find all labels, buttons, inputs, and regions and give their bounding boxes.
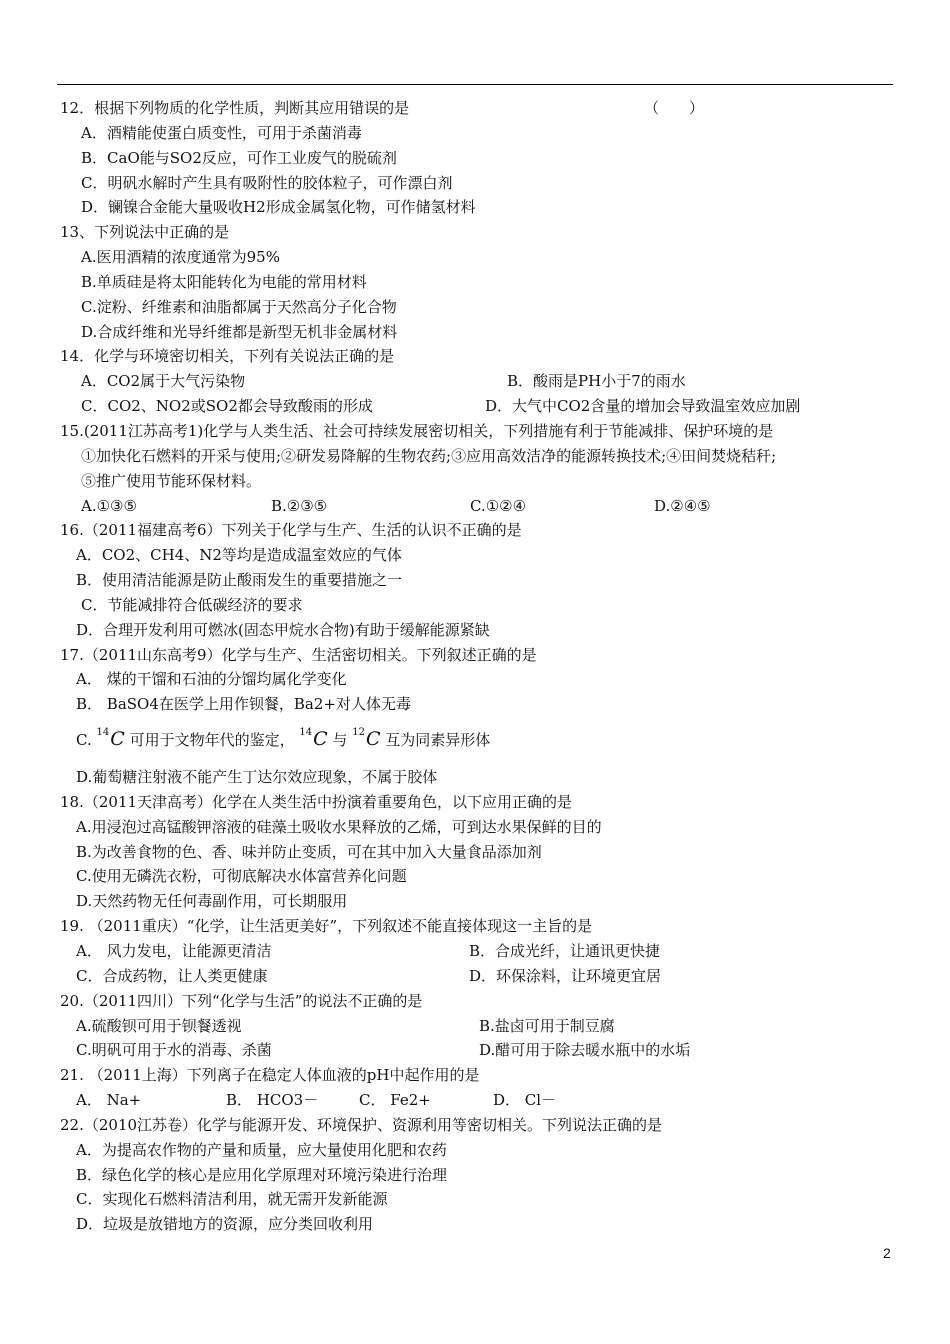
q18-option-c: C.使用无磷洗衣粉，可彻底解决水体富营养化问题 [76,867,407,886]
q18-stem: 18.（2011天津高考）化学在人类生活中扮演着重要角色，以下应用正确的是 [60,792,573,811]
q14-stem: 14．化学与环境密切相关，下列有关说法正确的是 [60,347,395,366]
q13-option-c: C.淀粉、纤维素和油脂都属于天然高分子化合物 [81,297,397,316]
q18-option-b: B.为改善食物的色、香、味并防止变质，可在其中加入大量食品添加剂 [76,842,542,861]
q15-measures: ①加快化石燃料的开采与使用;②研发易降解的生物农药;③应用高效洁净的能源转换技术;④田间焚烧秸秆; [81,446,777,465]
q16-option-d: D．合理开发利用可燃冰(固态甲烷水合物)有助于缓解能源紧缺 [76,620,490,639]
q17-option-d: D.葡萄糖注射液不能产生丁达尔效应现象，不属于胶体 [76,768,438,787]
q16-stem: 16.（2011福建高考6）下列关于化学与生产、生活的认识不正确的是 [60,521,522,540]
q13-stem: 13、下列说法中正确的是 [60,223,230,242]
q22-option-a: A．为提高农作物的产量和质量，应大量使用化肥和农药 [76,1140,447,1159]
q12-option-a: A．酒精能使蛋白质变性，可用于杀菌消毒 [81,123,362,142]
q15-options [60,494,894,519]
q22-option-c: C．实现化石燃料清洁利用，就无需开发新能源 [76,1190,388,1209]
q20-option-a: A.硫酸钡可用于钡餐透视 [76,1016,242,1035]
q15-measures-cont: ⑤推广使用节能环保材料。 [81,471,262,490]
header-rule [57,84,893,85]
q14-options-row2 [60,394,894,419]
q20-option-b: B.盐卤可用于制豆腐 [479,1016,615,1035]
q20-options-row2 [60,1038,894,1063]
q15-option-b: B.②③⑤ [271,496,328,515]
q15-stem: 15.(2011江苏高考1)化学与人类生活、社会可持续发展密切相关，下列措施有利于节能减排、保护环境的是 [60,421,774,440]
answer-paren: （ ） [644,99,705,117]
q21-option-d: D． Cl－ [493,1091,557,1110]
q13-option-b: B.单质硅是将太阳能转化为电能的常用材料 [81,272,367,291]
q19-options-row1 [60,939,894,964]
q16-option-b: B．使用清洁能源是防止酸雨发生的重要措施之一 [76,571,403,590]
q15-option-a: A.①③⑤ [81,496,137,515]
q19-option-a: A． 风力发电，让能源更清洁 [76,942,272,960]
isotope-c12: $^{12}$C [352,727,381,751]
q17-option-a: A． 煤的干馏和石油的分馏均属化学变化 [76,670,347,689]
q20-option-c: C.明矾可用于水的消毒、杀菌 [76,1041,272,1060]
q20-options-row1 [60,1014,894,1039]
q19-option-d: D．环保涂料，让环境更宜居 [469,966,662,985]
q14-option-d: D．大气中CO2含量的增加会导致温室效应加剧 [485,397,801,416]
page-number: 2 [883,1245,891,1261]
q21-option-b: B． HCO3－ [226,1091,319,1110]
q12-option-b: B．CaO能与SO2反应，可作工业废气的脱硫剂 [81,148,397,167]
q17-stem: 17.（2011山东高考9）化学与生产、生活密切相关。下列叙述正确的是 [60,645,537,664]
q12-stem: 12．根据下列物质的化学性质，判断其应用错误的是 （ ） [60,96,894,121]
q20-stem: 20.（2011四川）下列“化学与生活”的说法不正确的是 [60,991,423,1010]
isotope-c14: $^{14}$C [96,727,125,751]
q16-option-c: C．节能减排符合低碳经济的要求 [81,595,303,614]
q14-option-a: A．CO2属于大气污染物 [81,372,246,391]
q18-option-a: A.用浸泡过高锰酸钾溶液的硅藻土吸收水果释放的乙烯，可到达水果保鲜的目的 [76,817,602,836]
q13-option-a: A.医用酒精的浓度通常为95% [81,248,280,267]
q19-stem: 19. （2011重庆）“化学，让生活更美好”，下列叙述不能直接体现这一主旨的是 [60,917,593,936]
q22-option-b: B．绿色化学的核心是应用化学原理对环境污染进行治理 [76,1165,448,1184]
q21-option-c: C． Fe2+ [359,1091,431,1110]
q14-options-row1 [60,369,894,394]
q13-option-d: D.合成纤维和光导纤维都是新型无机非金属材料 [81,322,398,341]
q16-option-a: A．CO2、CH4、N2等均是造成温室效应的气体 [76,546,402,565]
isotope-c14-second: $^{14}$C [299,727,328,751]
q17-option-b: B． BaSO4在医学上用作钡餐，Ba2+对人体无毒 [76,695,411,714]
q14-option-c: C．CO2、NO2或SO2都会导致酸雨的形成 [81,397,373,416]
q19-option-c: C．合成药物，让人类更健康 [76,966,268,985]
q15-option-c: C.①②④ [470,496,527,515]
q19-option-b: B．合成光纤，让通讯更快捷 [469,942,661,960]
q12-option-d: D．镧镍合金能大量吸收H2形成金属氢化物，可作储氢材料 [81,198,476,217]
q20-option-d: D.醋可用于除去暖水瓶中的水垢 [479,1041,691,1060]
q14-option-b: B．酸雨是PH小于7的雨水 [507,372,686,391]
q22-option-d: D．垃圾是放错地方的资源，应分类回收利用 [76,1215,374,1234]
question-list [60,96,894,1237]
q19-options-row2 [60,964,894,989]
q15-option-d: D.②④⑤ [654,496,711,515]
q22-stem: 22.（2010江苏卷）化学与能源开发、环境保护、资源利用等密切相关。下列说法正确的是 [60,1115,663,1134]
q21-stem: 21. （2011上海）下列离子在稳定人体血液的pH中起作用的是 [60,1066,480,1085]
q12-option-c: C．明矾水解时产生具有吸附性的胶体粒子，可作漂白剂 [81,173,453,192]
q18-option-d: D.天然药物无任何毒副作用，可长期服用 [76,892,348,911]
q21-options [60,1088,894,1113]
q17-option-c: C. $^{14}$C 可用于文物年代的鉴定， $^{14}$C 与 $^{12}$C 互为同素异形体 [76,727,491,751]
q21-option-a: A． Na+ [76,1091,142,1110]
